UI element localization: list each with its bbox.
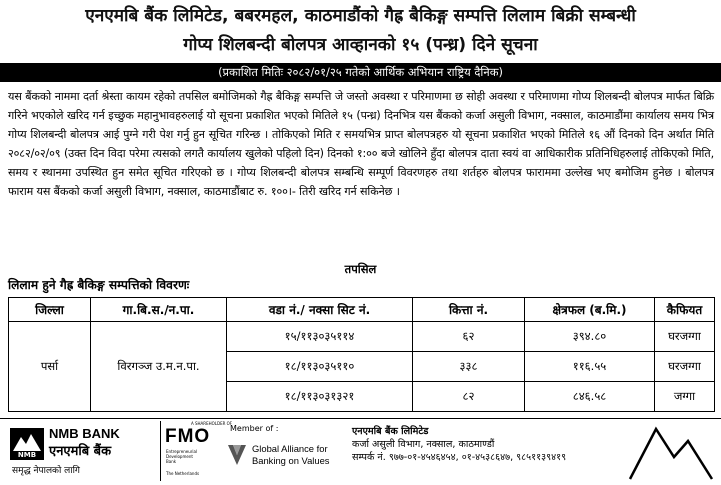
table-row: [9, 322, 715, 352]
gabv-logo: [226, 421, 340, 481]
fmo-country: The Netherlands: [166, 471, 200, 476]
nmb-tagline: समृद्ध नेपालको लागि: [12, 466, 80, 476]
nmb-badge-text: NMB: [17, 451, 37, 459]
cell-remarks: घरजग्गा: [655, 322, 715, 352]
table-header-row: [9, 298, 715, 322]
schedule-label: तपसिल: [344, 262, 377, 276]
header-area: क्षेत्रफल (ब.मि.): [525, 298, 655, 322]
property-details-heading: लिलाम हुने गैह्र बैकिङ्ग सम्पत्तिको विवरणः: [8, 278, 190, 292]
fmo-name: FMO: [165, 426, 211, 447]
nmb-name-nepali: एनएमबि बैंक: [49, 444, 112, 459]
gabv-name: [252, 443, 330, 467]
property-table: [8, 297, 715, 412]
cell-area: ८४६.५८: [525, 382, 655, 412]
header-district: जिल्ला: [9, 298, 91, 322]
contact-department: कर्जा असुली विभाग, नक्साल, काठमाण्डौं: [352, 439, 495, 450]
contact-bank-name: एनएमबि बैंक लिमिटेड: [352, 426, 429, 437]
fmo-shareholder-text: A SHAREHOLDER OF: [191, 421, 233, 426]
gabv-line-1: Global Alliance for: [252, 443, 328, 454]
cell-district: पर्सा: [9, 322, 91, 412]
cell-area: ११६.५५: [525, 352, 655, 382]
notice-title-line-2: गोप्य शिलबन्दी बोलपत्र आव्हानको १५ (पन्ध्र) दिने सूचना: [183, 35, 538, 55]
gabv-member-label: Member of :: [230, 424, 279, 433]
nmb-name-english: NMB BANK: [49, 426, 120, 441]
cell-municipality: विरगञ्ज उ.म.न.पा.: [91, 322, 227, 412]
publication-note-bar: (प्रकाशित मितिः २०८२/०१/२५ गतेको आर्थिक अभियान राष्ट्रिय दैनिक): [0, 63, 721, 82]
header-ward-sheet: वडा नं./ नक्सा सिट नं.: [227, 298, 413, 322]
contact-block: [352, 425, 622, 464]
cell-ward-sheet: १८/११३०३१३२१: [227, 382, 413, 412]
nmb-bank-logo: [10, 424, 150, 482]
header-kitta: कित्ता नं.: [413, 298, 525, 322]
cell-ward-sheet: १५/११३०३५११४: [227, 322, 413, 352]
header-municipality: गा.बि.स./न.पा.: [91, 298, 227, 322]
notice-body-paragraph: यस बैंकको नाममा दर्ता श्रेस्ता कायम रहेको तपसिल बमोजिमको गैह्र बैकिङ्ग सम्पत्ति जे जस्तो अवस्था र परिमाणमा छ सोही अवस्था र परिमाणमा गोप्य शिलबन्दी बोलपत्र मार्फत बिक्रि गरिने भएकोले खरिद गर्न इच्छुक महानुभावहरुलाई यो सूचना प्रकाशित भएको मितिले १५ (पन्ध्र) दिनभित्र यस बैंकको कर्जा असुली विभाग, नक्साल, काठमाडौंमा कार्यालय समय भित्र गोप्य शिलबन्दी बोलपत्र आई पुग्ने गरी पेश गर्नु हुन सूचित गरिन्छ । तोकिएको मिति र समयभित्र प्राप्त बोलपत्रहरु यो सूचना प्रकाशित भएको मितिले १६ औं दिनको दिन अर्थात मिति २०८२/०२/०९ (उक्त दिन विदा परेमा त्यसको लगतै कार्यालय खुलेको पहिलो दिन) दिनको १:०० बजे खोलिने हुँदा बोलपत्र दाता स्वयं वा आधिकारीक प्रतिनिधिहरुलाई तोकिएको मिति, समय र स्थानमा उपस्थित हुन समेत सूचित गरिएको छ । गोप्य शिलबन्दी बोलपत्र सम्बन्धि सम्पूर्ण विवरणहरु तथा शर्तहरु बोलपत्र फाराममा उल्लेख भए बमोजिम हुनेछ । बोलपत्र फाराम यस बैंकको कर्जा असुली विभाग, नक्साल, काठमाडौंबाट रु. १००।- तिरी खरिद गर्न सकिनेछ ।: [8, 90, 714, 198]
cell-kitta: ३३८: [413, 352, 525, 382]
cell-remarks: जग्गा: [655, 382, 715, 412]
cell-kitta: ६२: [413, 322, 525, 352]
gabv-mark-icon: [226, 443, 248, 467]
cell-remarks: घरजग्गा: [655, 352, 715, 382]
footer-divider: [0, 418, 721, 419]
fmo-logo: [160, 421, 233, 481]
fmo-subtitle: Entrepreneurial Development Bank: [166, 449, 198, 464]
nmb-mark-icon: [10, 428, 44, 460]
mountain-icon: [626, 421, 716, 483]
notice-title-line-1: एनएमबि बैंक लिमिटेड, बबरमहल, काठमाडौंको गैह्र बैकिङ्ग सम्पत्ति लिलाम बिक्री सम्बन्धी: [85, 6, 636, 26]
header-remarks: कैफियत: [655, 298, 715, 322]
cell-kitta: ८२: [413, 382, 525, 412]
cell-ward-sheet: १८/११३०३५११०: [227, 352, 413, 382]
contact-phone: सम्पर्क नं. ९७७-०१-४५४६४५४, ०१-४५३८६४७, ९८५११३९४१९: [352, 452, 567, 463]
gabv-line-2: Banking on Values: [252, 455, 330, 466]
cell-area: ३९४.८०: [525, 322, 655, 352]
